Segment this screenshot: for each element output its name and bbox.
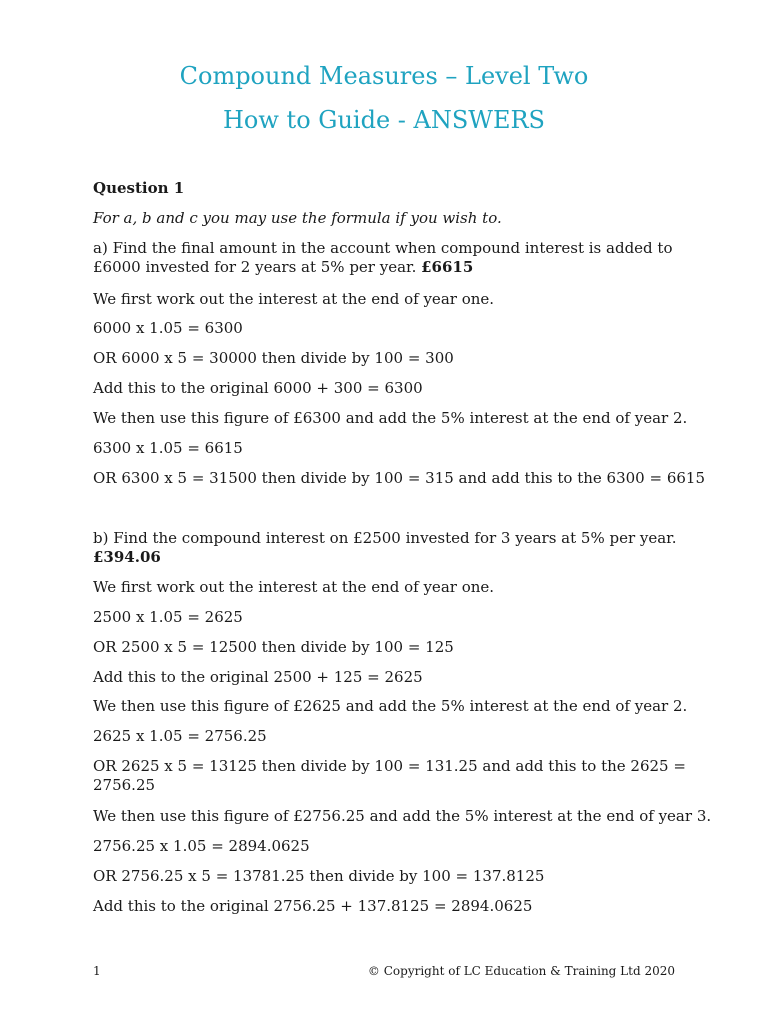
part-a-prompt (93, 239, 693, 277)
question-heading: Question 1 (93, 179, 185, 197)
part-b-step: Add this to the original 2500 + 125 = 2625 (93, 668, 423, 686)
page-number: 1 (93, 964, 101, 978)
part-b-step: We first work out the interest at the end of year one. (93, 578, 495, 596)
part-b-step: OR 2756.25 x 5 = 13781.25 then divide by 100 = 137.8125 (93, 867, 545, 885)
part-a-step: We then use this figure of £6300 and add the 5% interest at the end of year 2. (93, 409, 688, 427)
part-a-step: We first work out the interest at the end of year one. (93, 290, 495, 308)
part-b-prompt-text: b) Find the compound interest on £2500 invested for 3 years at 5% per year. (93, 529, 677, 547)
part-b-step: OR 2500 x 5 = 12500 then divide by 100 = 125 (93, 638, 454, 656)
part-b-step: 2625 x 1.05 = 2756.25 (93, 727, 267, 745)
question-note: For a, b and c you may use the formula if you wish to. (93, 209, 502, 227)
part-b-step: 2500 x 1.05 = 2625 (93, 608, 243, 626)
part-a-answer: £6615 (421, 258, 474, 276)
part-b-answer: £394.06 (93, 548, 161, 566)
part-b-step: We then use this figure of £2756.25 and add the 5% interest at the end of year 3. (93, 807, 712, 825)
part-b-step: OR 2625 x 5 = 13125 then divide by 100 = 131.25 and add this to the 2625 = 2756.25 (93, 757, 686, 794)
part-a-step: OR 6300 x 5 = 31500 then divide by 100 = 315 and add this to the 6300 = 6615 (93, 469, 706, 487)
part-b-step: We then use this figure of £2625 and add the 5% interest at the end of year 2. (93, 697, 688, 715)
part-b-step: 2756.25 x 1.05 = 2894.0625 (93, 837, 310, 855)
copyright-notice: © Copyright of LC Education & Training Ltd 2020 (367, 964, 675, 978)
part-a-prompt-text: a) Find the final amount in the account when compound interest is added to £6000 invested for 2 years at 5% per year. (93, 239, 673, 276)
part-b-prompt (93, 529, 693, 567)
part-a-step: 6300 x 1.05 = 6615 (93, 439, 243, 457)
part-a-step: Add this to the original 6000 + 300 = 6300 (93, 379, 423, 397)
part-a-step: 6000 x 1.05 = 6300 (93, 319, 243, 337)
part-b-step: Add this to the original 2756.25 + 137.8125 = 2894.0625 (93, 897, 533, 915)
part-a-step: OR 6000 x 5 = 30000 then divide by 100 = 300 (93, 349, 454, 367)
document-title: Compound Measures – Level Two (179, 62, 589, 90)
document-subtitle: How to Guide - ANSWERS (223, 106, 545, 134)
